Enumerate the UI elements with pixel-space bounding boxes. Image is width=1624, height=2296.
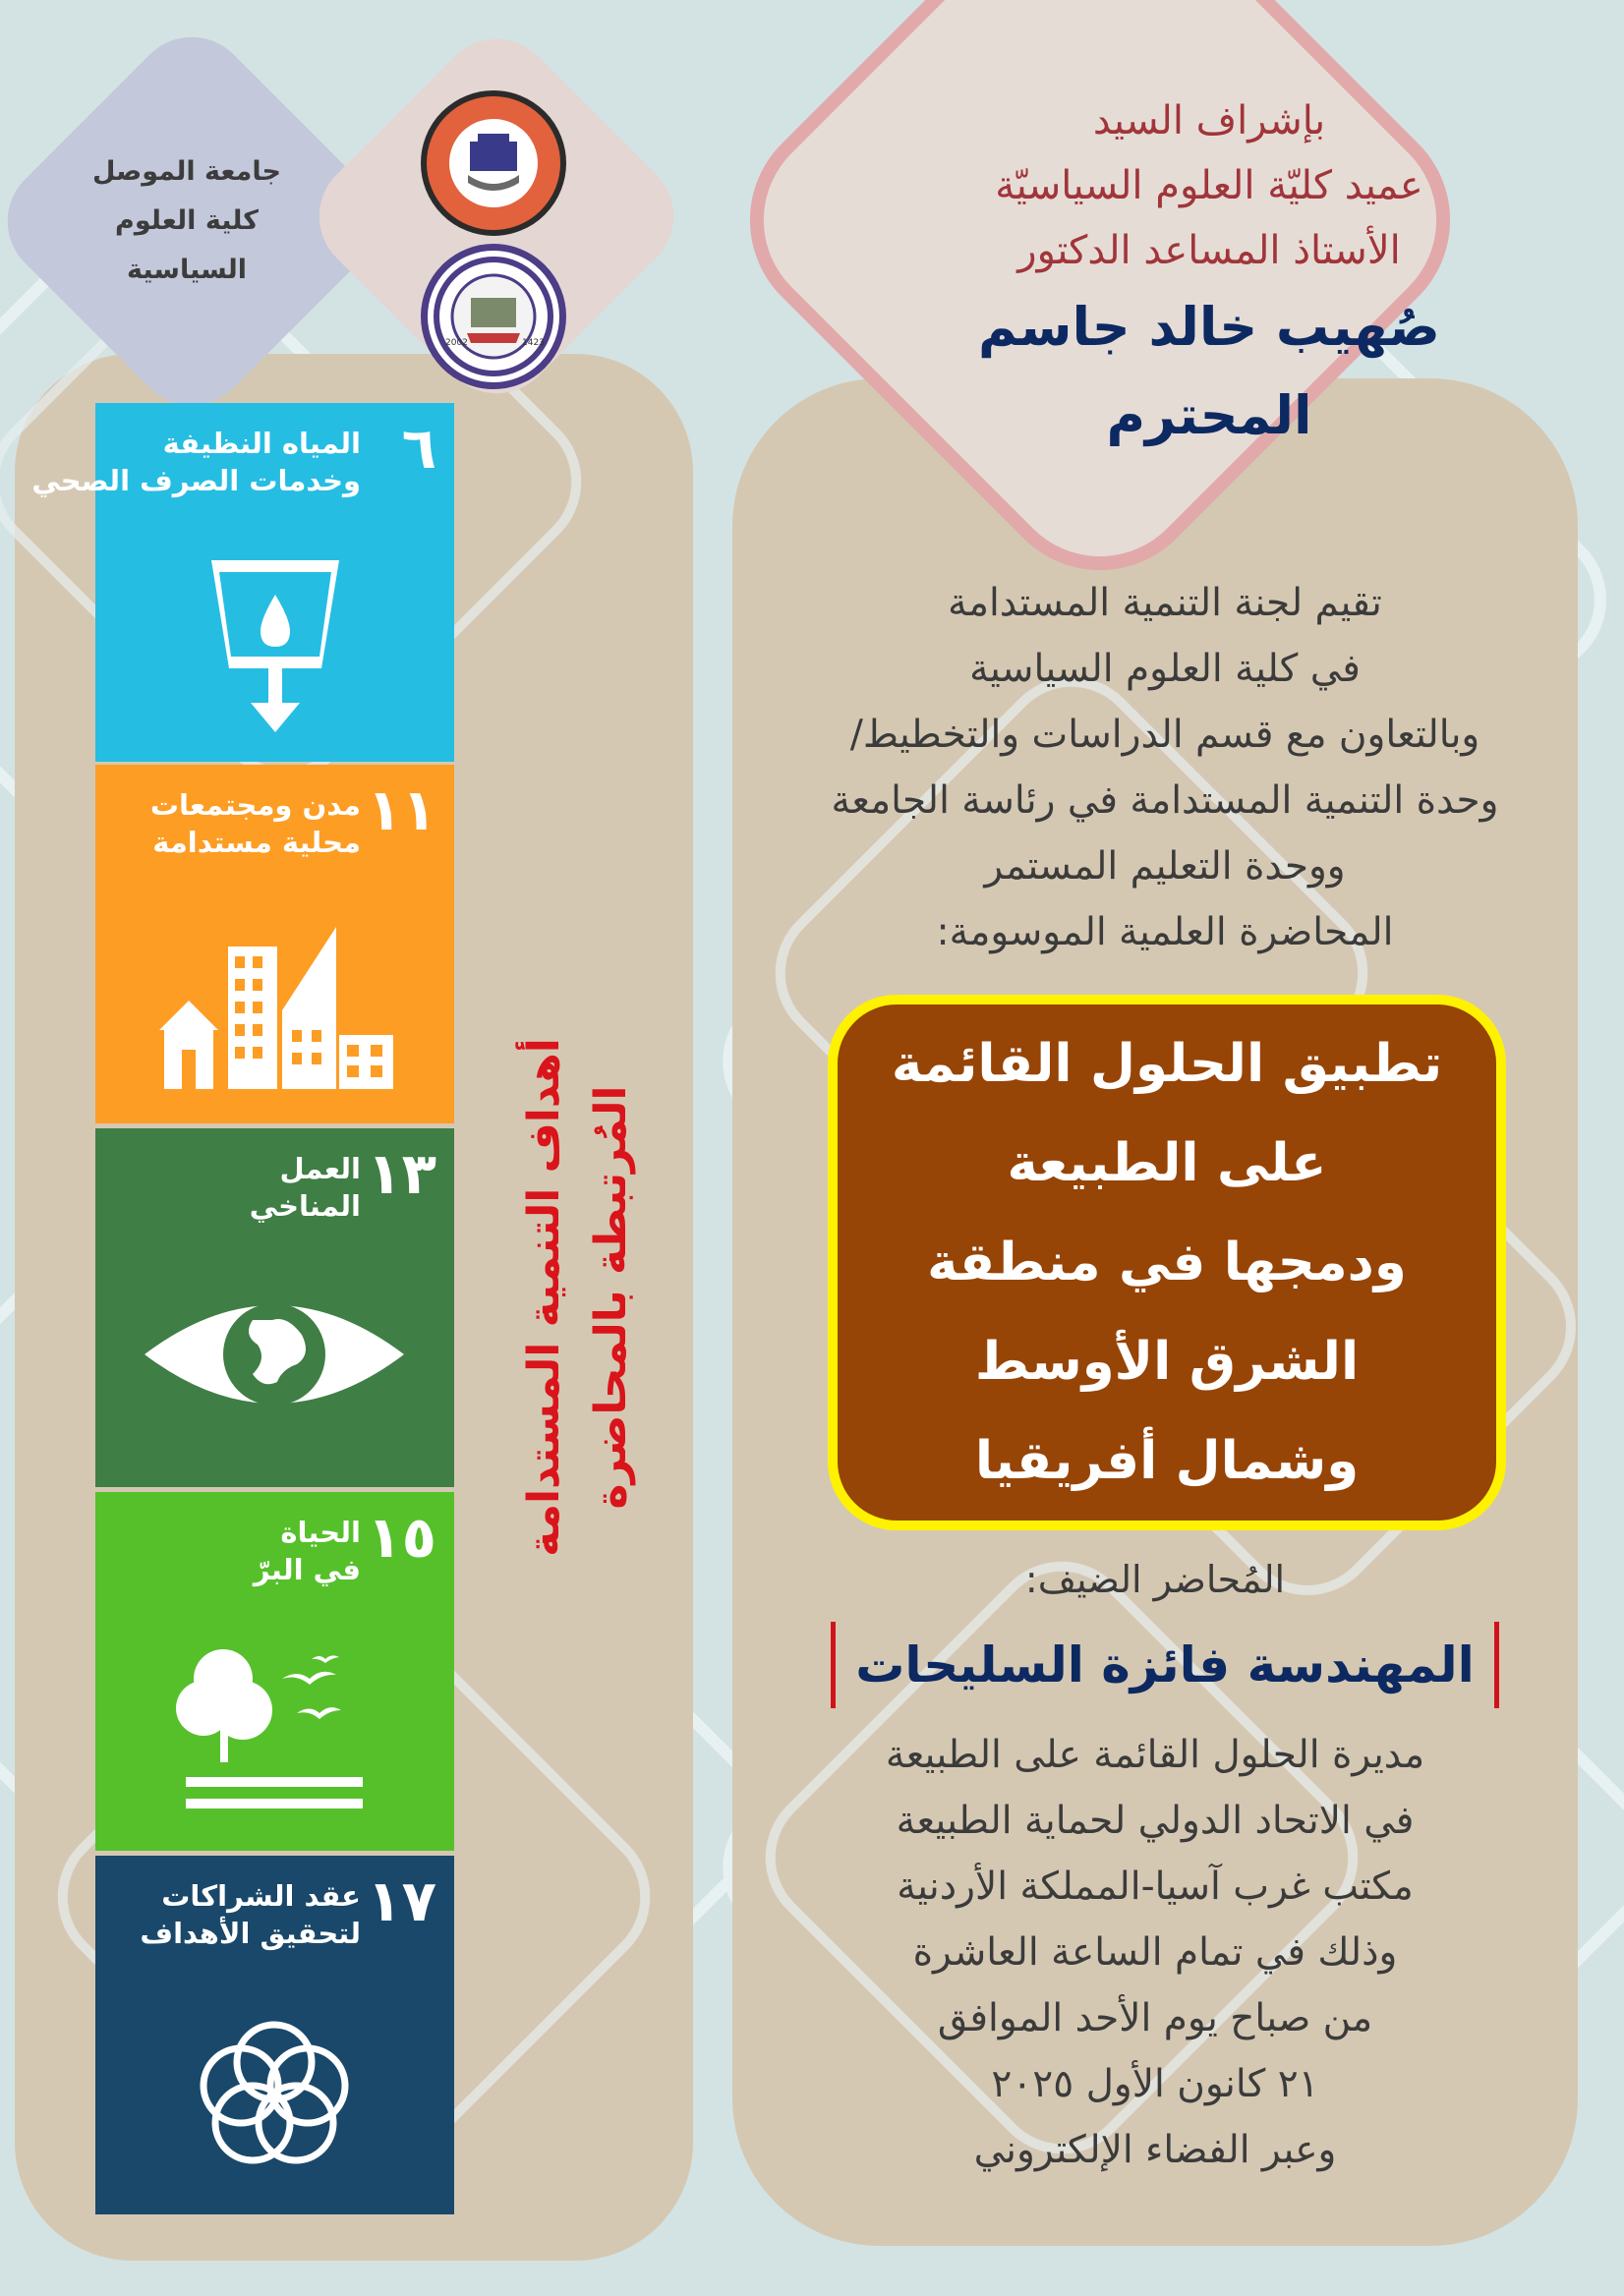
lecture-title-line: تطبيق الحلول القائمة (891, 1034, 1443, 1094)
guest-detail-line: مكتب غرب آسيا-المملكة الأردنية (897, 1865, 1414, 1909)
lecture-title-box (828, 995, 1506, 1530)
sponsor-line-3: الأستاذ المساعد الدكتور (1017, 228, 1401, 273)
intro-line: ووحدة التعليم المستمر (984, 844, 1346, 889)
eye-globe-icon (95, 1276, 454, 1433)
lecture-title-line: ودمجها في منطقة (927, 1233, 1407, 1292)
guest-details (747, 1722, 1563, 2183)
intro-line: تقيم لجنة التنمية المستدامة (948, 581, 1382, 625)
sdg-tile-15 (95, 1492, 454, 1851)
lecture-title-line: الشرق الأوسط (974, 1332, 1360, 1392)
sdg-number: ٦ (401, 415, 436, 482)
guest-detail-line: وذلك في تمام الساعة العاشرة (912, 1930, 1398, 1975)
guest-detail-line: ٢١ كانون الأول ٢٠٢٥ (991, 2062, 1319, 2106)
guest-label: المُحاضر الضيف: (1024, 1558, 1286, 1601)
intro-line: المحاضرة العلمية الموسومة: (936, 910, 1394, 954)
sdg-title-line: المياه النظيفة (162, 427, 361, 460)
sdg-title-line: في البرّ (253, 1553, 361, 1586)
logo-year-left: 2002 (445, 338, 468, 348)
sponsor-line-1: بإشراف السيد (1092, 98, 1326, 144)
sdg-vertical-title-line: المُرتبطة بالمحاضرة (586, 1085, 636, 1510)
sdg-title (150, 786, 361, 861)
lecture-title-line: وشمال أفريقيا (974, 1431, 1360, 1491)
guest-detail-line: في الاتحاد الدولي لحماية الطبيعة (896, 1799, 1415, 1843)
sponsor-name: صُهيب خالد جاسم (978, 296, 1440, 358)
lecture-title-line: على الطبيعة (1007, 1133, 1327, 1193)
college-of-political-science-logo (421, 244, 566, 389)
sdg-vertical-title (511, 983, 649, 1612)
sdg-title-line: عقد الشراكات (161, 1879, 361, 1913)
sdg-title-line: محلية مستدامة (152, 826, 361, 859)
sdg-tile-11 (95, 765, 454, 1123)
sponsor-honorific: المحترم (1106, 384, 1312, 446)
sdg-title-line: وخدمات الصرف الصحي (31, 464, 361, 497)
sdg-title (254, 1514, 361, 1588)
tree-birds-icon (95, 1620, 454, 1836)
sdg-title (31, 425, 361, 499)
sdg-title (140, 1877, 361, 1952)
sdg-title-line: العمل (279, 1152, 361, 1185)
college-line: كلية العلوم (115, 205, 259, 236)
sdg-number: ١١ (367, 776, 436, 843)
intro-line: في كلية العلوم السياسية (969, 647, 1361, 691)
university-seal-icon (427, 96, 560, 230)
university-line: جامعة الموصل (92, 156, 281, 187)
logo-year-right: 1423 (522, 338, 545, 348)
sdg-number: ١٣ (367, 1140, 436, 1207)
water-glass-icon (95, 541, 454, 747)
sponsor-block (826, 88, 1593, 460)
guest-detail-line: من صباح يوم الأحد الموافق (937, 1996, 1373, 2040)
guest-detail-line: مديرة الحلول القائمة على الطبيعة (885, 1733, 1425, 1777)
sdg-title (250, 1150, 361, 1225)
sdg-title-line: مدن ومجتمعات (149, 788, 361, 822)
sdg-tile-6 (31, 403, 454, 762)
guest-name: المهندسة فائزة السليحات (831, 1622, 1499, 1708)
city-buildings-icon (95, 892, 454, 1114)
university-name (59, 147, 315, 295)
sdg-title-line: الحياة (280, 1516, 361, 1549)
sdg-tile-13 (95, 1128, 454, 1487)
college-line-2: السياسية (127, 255, 247, 285)
sponsor-line-2: عميد كليّة العلوم السياسيّة (995, 163, 1423, 208)
intro-line: وحدة التنمية المستدامة في رئاسة الجامعة (831, 778, 1499, 823)
guest-detail-line: وعبر الفضاء الإلكتروني (973, 2128, 1337, 2172)
partnership-rings-icon (95, 1993, 454, 2190)
sdg-tile-17 (95, 1856, 454, 2214)
intro-line: وبالتعاون مع قسم الدراسات والتخطيط/ (849, 713, 1480, 757)
sdg-number: ١٧ (367, 1867, 436, 1934)
sdg-title-line: المناخي (249, 1189, 361, 1223)
intro-text (757, 570, 1573, 965)
sdg-number: ١٥ (367, 1504, 436, 1571)
sdg-title-line: لتحقيق الأهداف (140, 1917, 361, 1950)
university-of-mosul-logo (421, 90, 566, 236)
sdg-vertical-title-line: أهداف التنمية المستدامة (519, 1038, 569, 1557)
college-seal-icon (428, 251, 559, 382)
sdg-vertical-title-text (511, 983, 649, 1612)
